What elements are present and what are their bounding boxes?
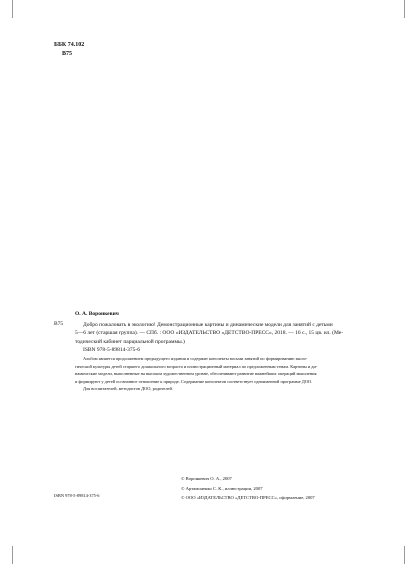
bib-isbn: ISBN 978-5-89814-375-6 bbox=[83, 347, 140, 354]
crop-mark-bottom-right bbox=[404, 546, 405, 564]
annotation-line: гической культуры детей старшего дошкольного возраста и иллюстрационный материал по предложенным темам. Картины и ди- bbox=[75, 363, 318, 369]
author-name: О. А. Воронкевич bbox=[75, 311, 119, 317]
bib-line: тодический кабинет парциальной программы.) bbox=[75, 338, 185, 345]
isbn-footer: ISBN 978-5-89814-375-6 bbox=[54, 493, 100, 498]
crop-mark-bottom-left bbox=[12, 546, 13, 564]
annotation-line: Альбом является продолжением предыдущего издания и содержит конспекты восьми занятий по формированию эколо- bbox=[83, 356, 308, 361]
crop-mark-top-left bbox=[12, 0, 13, 18]
bibliographic-description bbox=[75, 321, 365, 355]
bib-line: 5—6 лет (старшая группа). — СПб. : ООО «ИЗДАТЕЛЬСТВО «ДЕТСТВО-ПРЕСС», 2018. — 16 с., 15 цв. ил. (Ме- bbox=[75, 330, 344, 337]
bbk-code: ББК 74.102 bbox=[54, 42, 85, 48]
copyright-block bbox=[181, 474, 315, 503]
copyright-line: © ООО «ИЗДАТЕЛЬСТВО «ДЕТСТВО-ПРЕСС», оформление, 2007 bbox=[181, 495, 315, 500]
annotation-audience: Для воспитателей, методистов ДОО, родителей. bbox=[83, 386, 173, 392]
crop-mark-top-right bbox=[404, 0, 405, 18]
copyright-line: © Артамоненко С. К., иллюстрации, 2007 bbox=[181, 485, 263, 491]
annotation-line: и формируют у детей осознанное отношение к природе. Содержание конспектов соответствует одноименной программе ДОО. bbox=[75, 378, 313, 384]
bbk-index-block bbox=[54, 41, 84, 59]
annotation bbox=[75, 355, 365, 393]
annotation-line: намические модели, выполненные на высоком художественном уровне, обеспечивают развитие важнейших операций мышления bbox=[75, 371, 317, 377]
bbk-author-mark: В75 bbox=[62, 51, 73, 57]
copyright-line: © Воронкевич О. А., 2007 bbox=[181, 476, 232, 481]
author-cutter-mark: В75 bbox=[54, 321, 64, 327]
bib-line: Добро пожаловать в экологию! Демонстрационные картины и динамические модели для занятий с детьми bbox=[83, 322, 333, 328]
